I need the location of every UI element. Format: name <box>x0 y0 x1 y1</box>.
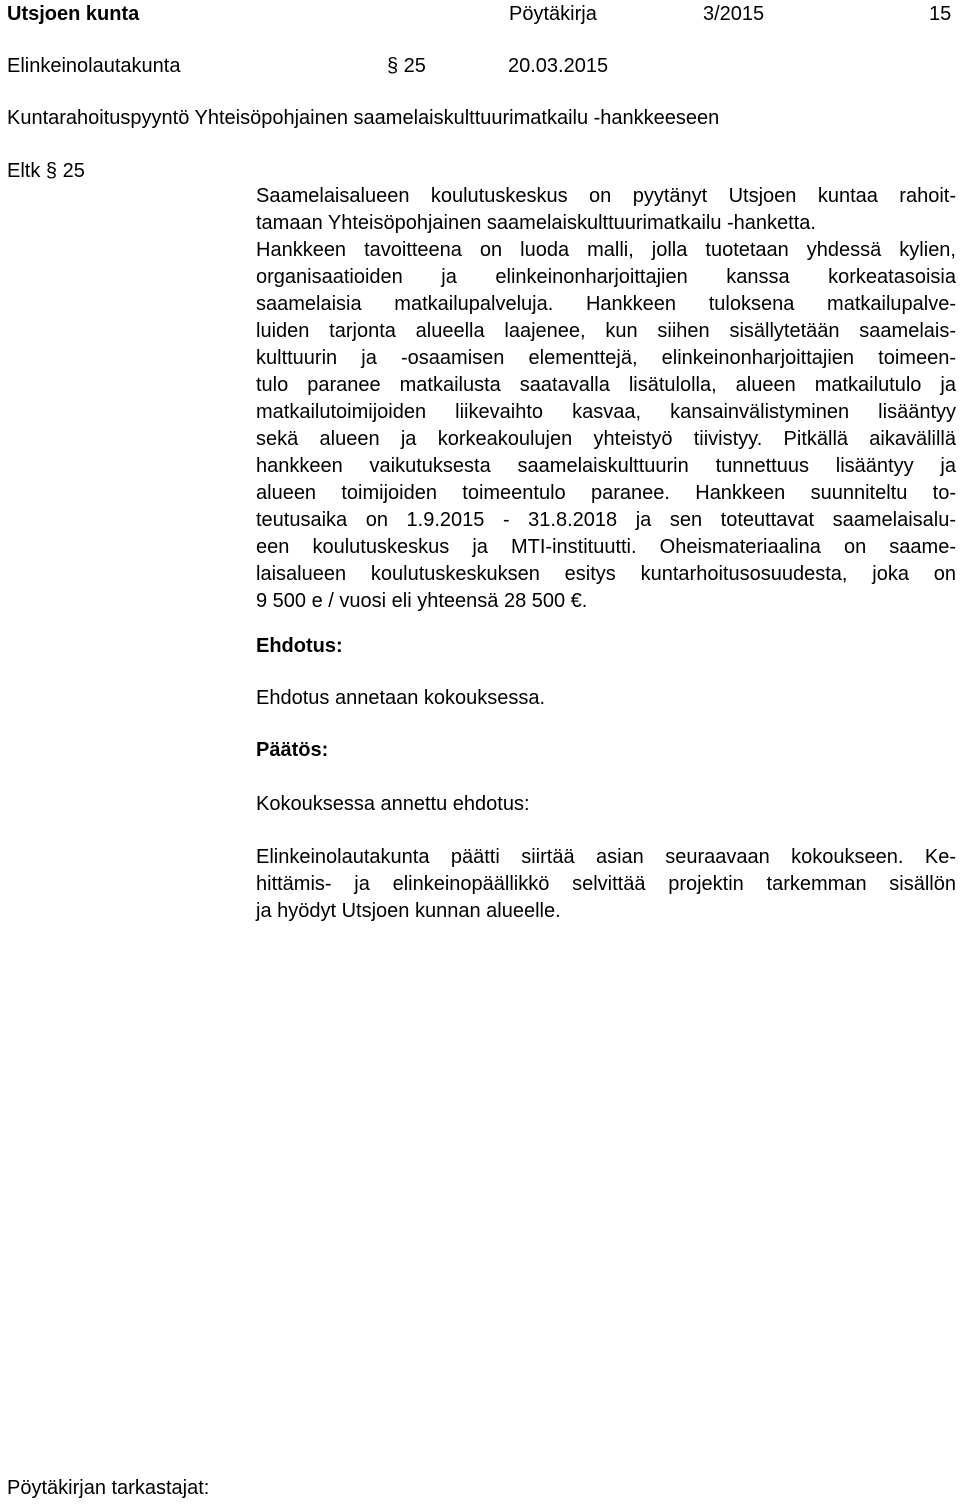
decision-heading: Päätös: <box>256 739 329 761</box>
proposal-heading: Ehdotus: <box>256 635 343 657</box>
body-line: laisalueen koulutuskeskuksen esitys kuntarhoitusosuudesta, joka on <box>256 563 956 585</box>
body-line: alueen toimijoiden toimeentulo paranee. Hankkeen suunniteltu to- <box>256 482 956 504</box>
organization-name: Utsjoen kunta <box>7 3 140 25</box>
body-line: sekä alueen ja korkeakoulujen yhteistyö tiivistyy. Pitkällä aikavälillä <box>256 428 956 450</box>
body-line: tulo paranee matkailusta saatavalla lisätulolla, alueen matkailutulo ja <box>256 374 956 396</box>
body-line: organisaatioiden ja elinkeinonharjoittajien kanssa korkeatasoisia <box>256 266 956 288</box>
body-line: hankkeen vaikutuksesta saamelaiskulttuurin tunnettuus lisääntyy ja <box>256 455 956 477</box>
section-number: § 25 <box>387 55 426 77</box>
committee-name: Elinkeinolautakunta <box>7 55 181 77</box>
body-line: luiden tarjonta alueella laajenee, kun siihen sisällytetään saamelais- <box>256 320 956 342</box>
body-line: Hankkeen tavoitteena on luoda malli, jolla tuotetaan yhdessä kylien, <box>256 239 956 261</box>
decision-line: hittämis- ja elinkeinopäällikkö selvittää projektin tarkemman sisällön <box>256 873 956 895</box>
body-line: een koulutuskeskus ja MTI-instituutti. Oheismateriaalina on saame- <box>256 536 956 558</box>
reviewers-label: Pöytäkirjan tarkastajat: <box>7 1477 210 1499</box>
decision-intro: Kokouksessa annettu ehdotus: <box>256 793 530 815</box>
document-type: Pöytäkirja <box>509 3 597 25</box>
decision-line: ja hyödyt Utsjoen kunnan alueelle. <box>256 900 561 922</box>
body-line: tamaan Yhteisöpohjainen saamelaiskulttuurimatkailu -hanketta. <box>256 212 816 234</box>
item-id: Eltk § 25 <box>7 160 85 182</box>
body-line: Saamelaisalueen koulutuskeskus on pyytänyt Utsjoen kuntaa rahoit- <box>256 185 956 207</box>
meeting-date: 20.03.2015 <box>508 55 609 77</box>
body-line: 9 500 e / vuosi eli yhteensä 28 500 €. <box>256 590 588 612</box>
body-line: teutusaika on 1.9.2015 - 31.8.2018 ja sen toteuttavat saamelaisalu- <box>256 509 956 531</box>
page-number: 15 <box>929 3 952 25</box>
proposal-text: Ehdotus annetaan kokouksessa. <box>256 687 546 709</box>
body-line: saamelaisia matkailupalveluja. Hankkeen tuloksena matkailupalve- <box>256 293 956 315</box>
document-number: 3/2015 <box>703 3 765 25</box>
item-subject: Kuntarahoituspyyntö Yhteisöpohjainen saamelaiskulttuurimatkailu -hankkeeseen <box>7 107 720 129</box>
decision-line: Elinkeinolautakunta päätti siirtää asian seuraavaan kokoukseen. Ke- <box>256 846 956 868</box>
body-line: kulttuurin ja -osaamisen elementtejä, elinkeinonharjoittajien toimeen- <box>256 347 956 369</box>
body-line: matkailutoimijoiden liikevaihto kasvaa, kansainvälistyminen lisääntyy <box>256 401 956 423</box>
item-body <box>256 183 956 615</box>
decision-text <box>256 844 956 925</box>
